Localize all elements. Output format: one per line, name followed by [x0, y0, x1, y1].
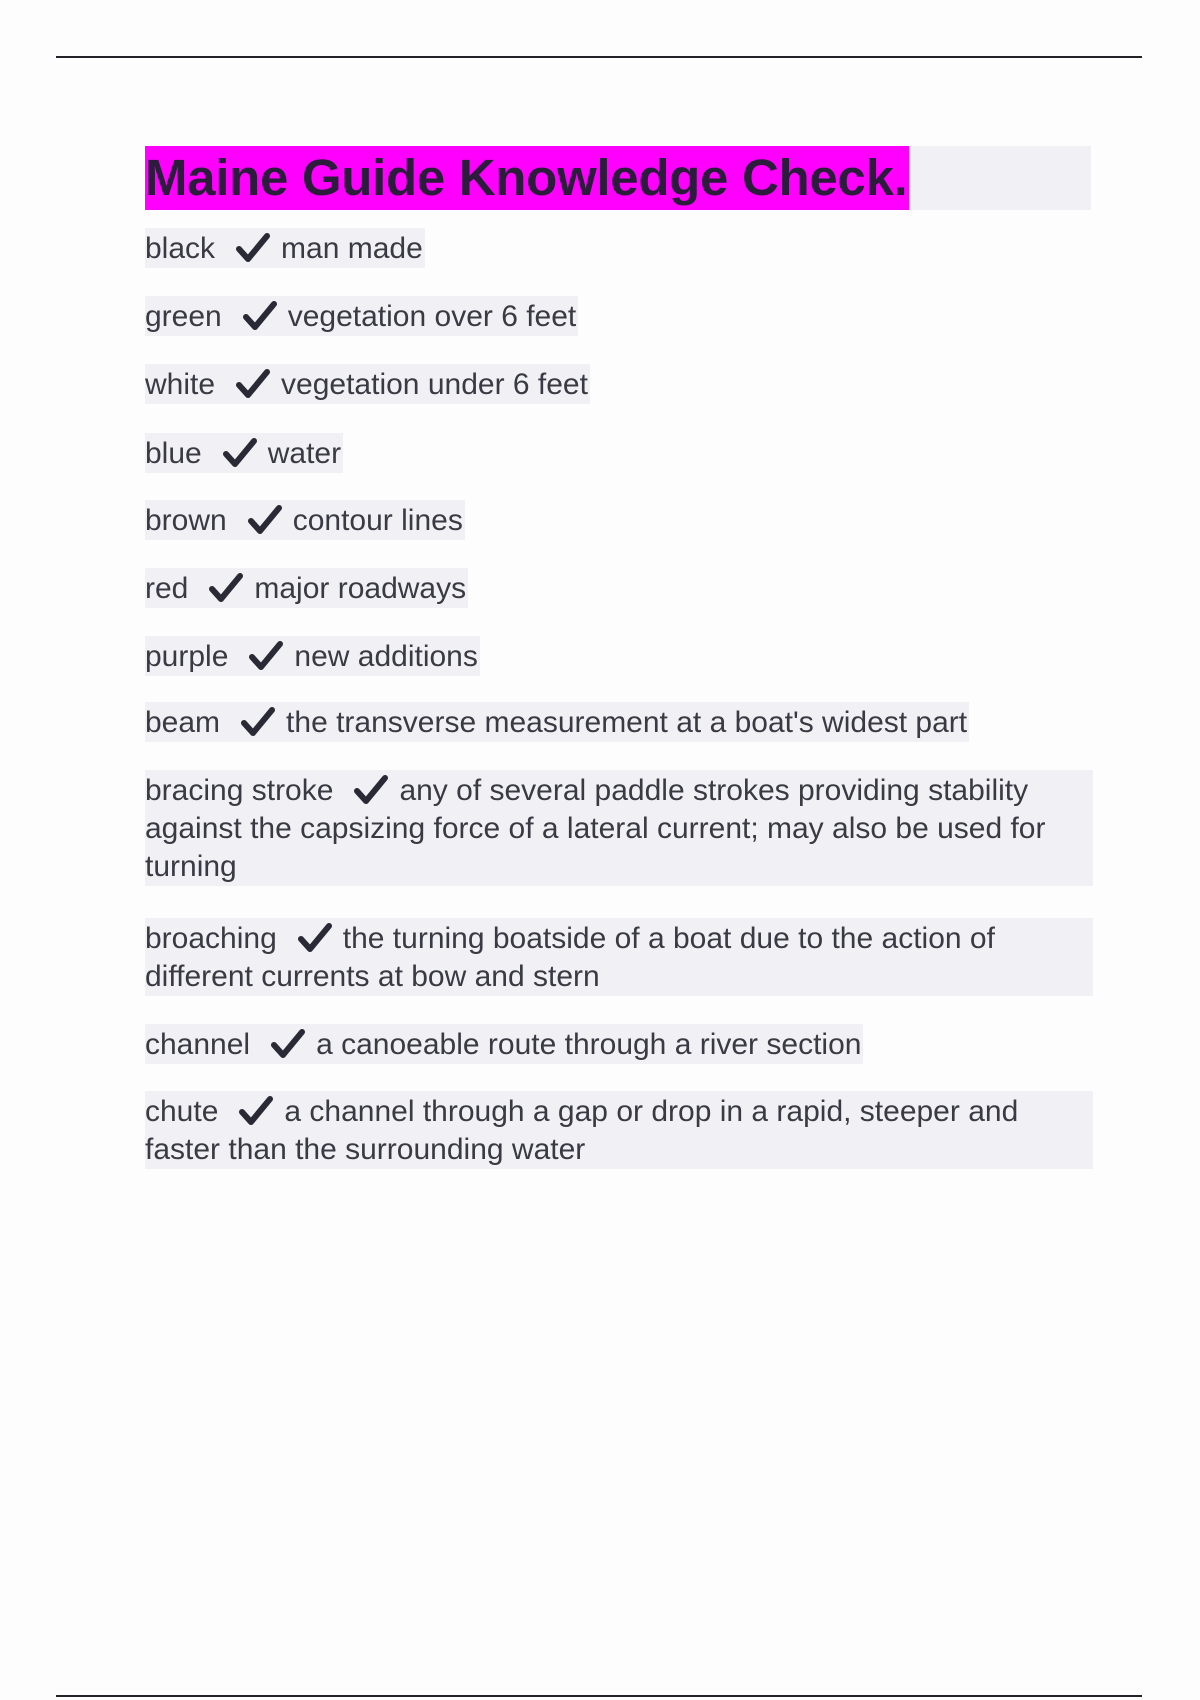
- check-icon: [238, 1095, 278, 1125]
- flashcard-1: [145, 228, 425, 268]
- title-band: [145, 146, 1091, 210]
- flashcard-8: [145, 702, 969, 742]
- flashcard-9: [145, 770, 1093, 886]
- flashcard-term: broaching: [145, 922, 277, 955]
- flashcard-definition: man made: [281, 232, 423, 265]
- check-icon: [240, 706, 280, 736]
- check-icon: [242, 300, 282, 330]
- flashcard-term: green: [145, 300, 222, 333]
- check-icon: [297, 922, 337, 952]
- flashcard-term: channel: [145, 1028, 251, 1061]
- flashcard-term: blue: [145, 437, 202, 470]
- flashcard-term: beam: [145, 706, 221, 739]
- flashcard-term: white: [145, 368, 216, 401]
- flashcard-list: [145, 228, 1095, 1169]
- flashcard-definition: vegetation over 6 feet: [287, 300, 577, 333]
- flashcard-term: brown: [145, 504, 227, 537]
- flashcard-definition: the transverse measurement at a boat's widest part: [286, 706, 968, 739]
- flashcard-term: purple: [145, 640, 229, 673]
- check-icon: [248, 640, 288, 670]
- check-icon: [270, 1028, 310, 1058]
- document-title: Maine Guide Knowledge Check.: [145, 146, 909, 210]
- flashcard-12: [145, 1091, 1093, 1169]
- flashcard-4: [145, 433, 343, 473]
- check-icon: [247, 504, 287, 534]
- document-body: [145, 146, 1095, 1169]
- flashcard-definition: a canoeable route through a river section: [316, 1028, 862, 1061]
- flashcard-term: black: [145, 232, 216, 265]
- flashcard-term: bracing stroke: [145, 774, 334, 807]
- check-icon: [208, 572, 248, 602]
- flashcard-definition: new additions: [294, 640, 478, 673]
- footer-rule: [56, 1695, 1142, 1697]
- check-icon: [353, 774, 393, 804]
- check-icon: [235, 232, 275, 262]
- header-rule: [56, 56, 1142, 58]
- flashcard-6: [145, 568, 468, 608]
- check-icon: [222, 437, 262, 467]
- flashcard-2: [145, 296, 578, 336]
- flashcard-11: [145, 1024, 863, 1064]
- flashcard-definition: any of several paddle strokes providing stability against the capsizing force of a lateral current; may also be used for turning: [145, 774, 1046, 883]
- flashcard-3: [145, 364, 590, 404]
- check-icon: [235, 368, 275, 398]
- flashcard-10: [145, 918, 1093, 996]
- flashcard-7: [145, 636, 480, 676]
- flashcard-definition: major roadways: [254, 572, 467, 605]
- flashcard-definition: a channel through a gap or drop in a rapid, steeper and faster than the surrounding water: [145, 1095, 1019, 1166]
- flashcard-term: red: [145, 572, 189, 605]
- flashcard-definition: the turning boatside of a boat due to the action of different currents at bow and stern: [145, 922, 995, 993]
- flashcard-5: [145, 500, 465, 540]
- flashcard-definition: vegetation under 6 feet: [281, 368, 588, 401]
- flashcard-term: chute: [145, 1095, 219, 1128]
- flashcard-definition: water: [267, 437, 342, 470]
- flashcard-definition: contour lines: [292, 504, 463, 537]
